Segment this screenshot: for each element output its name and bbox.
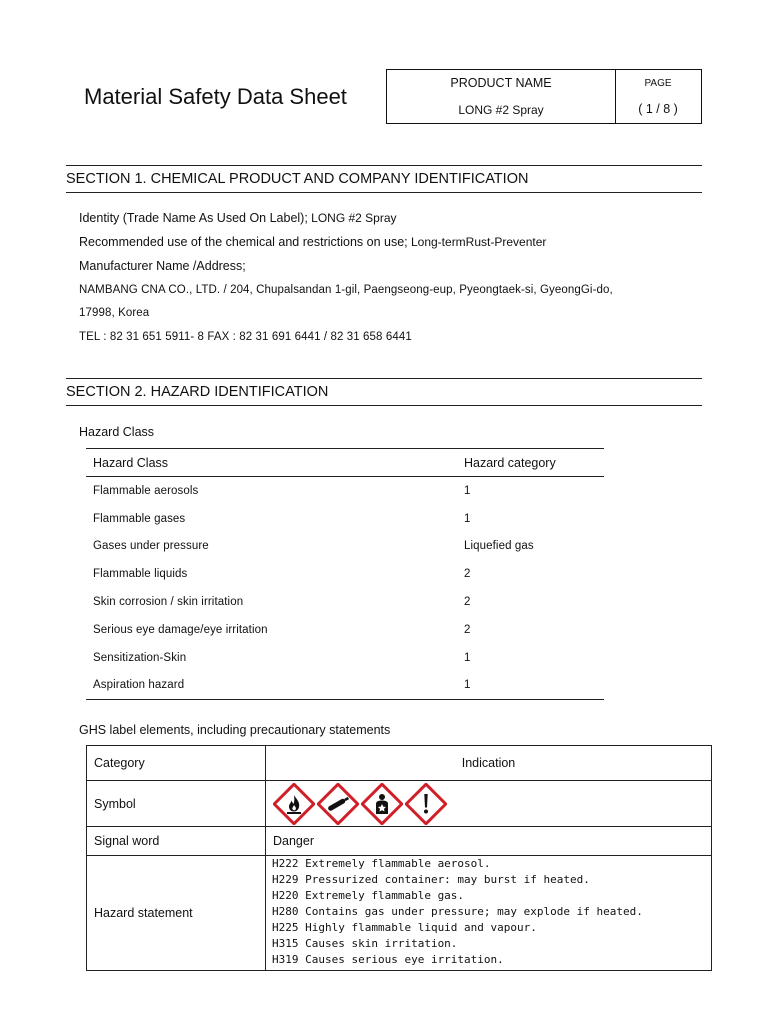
product-name-value: LONG #2 Spray [458, 103, 544, 117]
ghs-label-title: GHS label elements, including precautionary statements [79, 723, 391, 737]
symbol-label: Symbol [87, 781, 266, 827]
recommended-use-line [79, 235, 546, 249]
table-header-row [86, 449, 604, 477]
recommended-use-value: Long-termRust-Preventer [407, 235, 547, 249]
symbol-cell [266, 781, 712, 827]
hazard-category-cell: 1 [464, 484, 471, 497]
table-row [86, 644, 604, 672]
hazard-class-title: Hazard Class [79, 425, 155, 439]
document-title: Material Safety Data Sheet [84, 84, 347, 109]
table-row [86, 560, 604, 588]
table-row [86, 672, 604, 700]
table-row [86, 505, 604, 533]
hazard-category-cell: 1 [457, 672, 604, 700]
hazard-category-cell: 2 [464, 596, 471, 609]
identity-value: LONG #2 Spray [307, 211, 397, 225]
hazard-category-cell: 1 [464, 512, 471, 525]
product-name-cell [387, 70, 616, 123]
hazard-statement: H315 Causes skin irritation. [272, 937, 458, 950]
section1-heading: SECTION 1. CHEMICAL PRODUCT AND COMPANY IDENTIFICATION [66, 165, 702, 193]
hazard-class-table [86, 448, 604, 700]
flame-icon [273, 783, 315, 825]
ghs-symbol-row [87, 781, 712, 827]
hazard-class-cell: Serious eye damage/eye irritation [93, 623, 268, 636]
hazard-category-cell: 2 [464, 623, 471, 636]
pictogram-group [273, 783, 711, 825]
address-line-2: 17998, Korea [79, 307, 150, 319]
hazard-statement: H225 Highly flammable liquid and vapour. [272, 921, 537, 934]
hazard-category-cell: 2 [464, 568, 471, 581]
ghs-header-indication: Indication [266, 746, 712, 781]
signal-word-label: Signal word [87, 827, 266, 856]
hazard-class-cell: Aspiration hazard [86, 672, 457, 700]
section2-heading: SECTION 2. HAZARD IDENTIFICATION [66, 378, 702, 406]
product-name-label: PRODUCT NAME [450, 76, 552, 90]
ghs-signal-row [87, 827, 712, 856]
manufacturer-label: Manufacturer Name /Address; [79, 259, 246, 273]
hazard-category-cell: Liquefied gas [464, 540, 534, 553]
ghs-header-row [87, 746, 712, 781]
hazard-statement: H220 Extremely flammable gas. [272, 889, 465, 902]
table-row [86, 477, 604, 505]
ghs-label-table [86, 745, 712, 971]
gas-cylinder-icon [317, 783, 359, 825]
hazard-statement-label: Hazard statement [87, 856, 266, 971]
column-header-hazard-category: Hazard category [457, 449, 604, 477]
table-row [86, 616, 604, 644]
hazard-category-cell: 1 [464, 651, 471, 664]
hazard-statement: H319 Causes serious eye irritation. [272, 953, 504, 966]
column-header-hazard-class: Hazard Class [86, 449, 457, 477]
recommended-use-label: Recommended use of the chemical and restrictions on use; [79, 235, 408, 249]
product-info-box [386, 69, 702, 124]
hazard-statement-list [266, 856, 712, 971]
hazard-statement: H229 Pressurized container: may burst if heated. [272, 873, 590, 886]
hazard-class-cell: Gases under pressure [93, 540, 209, 553]
exclamation-icon [405, 783, 447, 825]
identity-label: Identity (Trade Name As Used On Label); [79, 211, 308, 225]
ghs-hazard-statement-row [87, 856, 712, 971]
identity-line [79, 211, 397, 225]
page-number: ( 1 / 8 ) [638, 102, 678, 116]
page-label: PAGE [644, 78, 672, 89]
signal-word-value: Danger [266, 827, 712, 856]
hazard-class-cell: Flammable gases [93, 512, 186, 525]
contact-line: TEL : 82 31 651 5911- 8 FAX : 82 31 691 6441 / 82 31 658 6441 [79, 331, 412, 343]
table-row [86, 588, 604, 616]
hazard-class-cell: Flammable liquids [93, 568, 188, 581]
table-row [86, 533, 604, 561]
hazard-class-cell: Flammable aerosols [93, 484, 199, 497]
address-line-1: NAMBANG CNA CO., LTD. / 204, Chupalsandan 1-gil, Paengseong-eup, Pyeongtaek-si, GyeongGi-do, [79, 284, 613, 296]
hazard-statement: H280 Contains gas under pressure; may explode if heated. [272, 905, 643, 918]
hazard-class-cell: Sensitization-Skin [93, 651, 187, 664]
page-cell [615, 70, 701, 123]
hazard-class-cell: Skin corrosion / skin irritation [93, 596, 244, 609]
health-hazard-icon [361, 783, 403, 825]
ghs-header-category: Category [87, 746, 266, 781]
hazard-statement: H222 Extremely flammable aerosol. [272, 857, 491, 870]
